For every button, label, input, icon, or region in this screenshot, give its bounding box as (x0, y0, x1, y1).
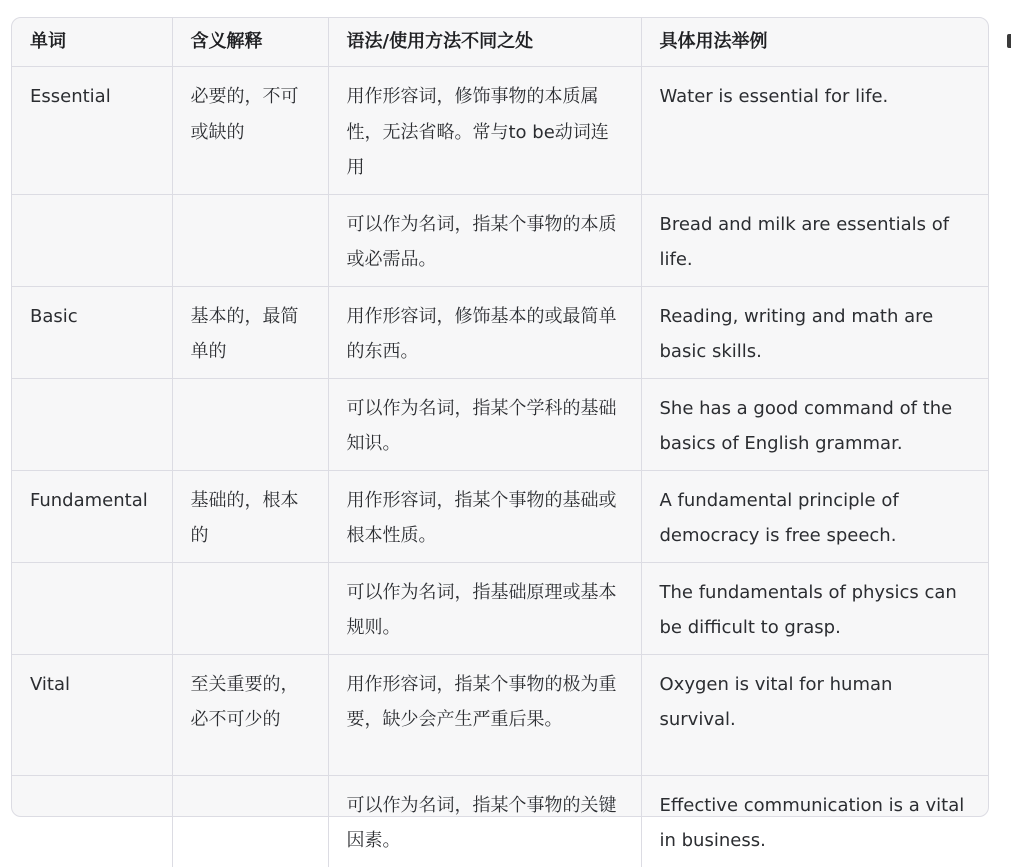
cell-example: Oxygen is vital for human survival. (641, 654, 988, 775)
cell-meaning: 至关重要的，必不可少的 (172, 654, 328, 775)
table-row (12, 562, 988, 654)
cell-example: Bread and milk are essentials of life. (641, 194, 988, 286)
comparison-table (11, 17, 989, 851)
cell-usage: 用作形容词，指某个事物的极为重要，缺少会产生严重后果。 (328, 654, 641, 775)
cell-word: Vital (12, 654, 172, 775)
cell-example: Water is essential for life. (641, 67, 988, 195)
scrollbar-thumb[interactable] (1007, 34, 1011, 48)
cell-word (12, 378, 172, 470)
cell-usage: 可以作为名词，指某个事物的关键因素。 (328, 775, 641, 867)
header-usage: 语法/使用方法不同之处 (328, 18, 641, 67)
table-header-row (12, 18, 988, 67)
cell-word (12, 775, 172, 867)
cell-usage: 可以作为名词，指某个学科的基础知识。 (328, 378, 641, 470)
cell-example: A fundamental principle of democracy is free speech. (641, 470, 988, 562)
table-row (12, 470, 988, 562)
header-word: 单词 (12, 18, 172, 67)
vocabulary-table (12, 18, 988, 867)
cell-meaning (172, 378, 328, 470)
cell-word (12, 562, 172, 654)
cell-meaning: 基本的，最简单的 (172, 286, 328, 378)
cell-word: Essential (12, 67, 172, 195)
cell-word: Basic (12, 286, 172, 378)
cell-meaning: 必要的，不可或缺的 (172, 67, 328, 195)
header-example: 具体用法举例 (641, 18, 988, 67)
cell-usage: 用作形容词，修饰事物的本质属性，无法省略。常与to be动词连用 (328, 67, 641, 195)
header-meaning: 含义解释 (172, 18, 328, 67)
cell-example: The fundamentals of physics can be difficult to grasp. (641, 562, 988, 654)
cell-meaning (172, 562, 328, 654)
table-row (12, 775, 988, 867)
table-row (12, 378, 988, 470)
table-row (12, 654, 988, 775)
cell-meaning (172, 775, 328, 867)
cell-word (12, 194, 172, 286)
cell-word: Fundamental (12, 470, 172, 562)
cell-example: Reading, writing and math are basic skills. (641, 286, 988, 378)
table-row (12, 194, 988, 286)
cell-usage: 可以作为名词，指基础原理或基本规则。 (328, 562, 641, 654)
cell-example: Effective communication is a vital in business. (659, 794, 965, 851)
cell-usage: 可以作为名词，指某个事物的本质或必需品。 (328, 194, 641, 286)
cell-example: She has a good command of the basics of English grammar. (641, 378, 988, 470)
table-row (12, 286, 988, 378)
cell-usage: 用作形容词，修饰基本的或最简单的东西。 (328, 286, 641, 378)
table-row (12, 67, 988, 195)
cell-usage: 用作形容词，指某个事物的基础或根本性质。 (328, 470, 641, 562)
cell-meaning (172, 194, 328, 286)
cell-meaning: 基础的，根本的 (172, 470, 328, 562)
